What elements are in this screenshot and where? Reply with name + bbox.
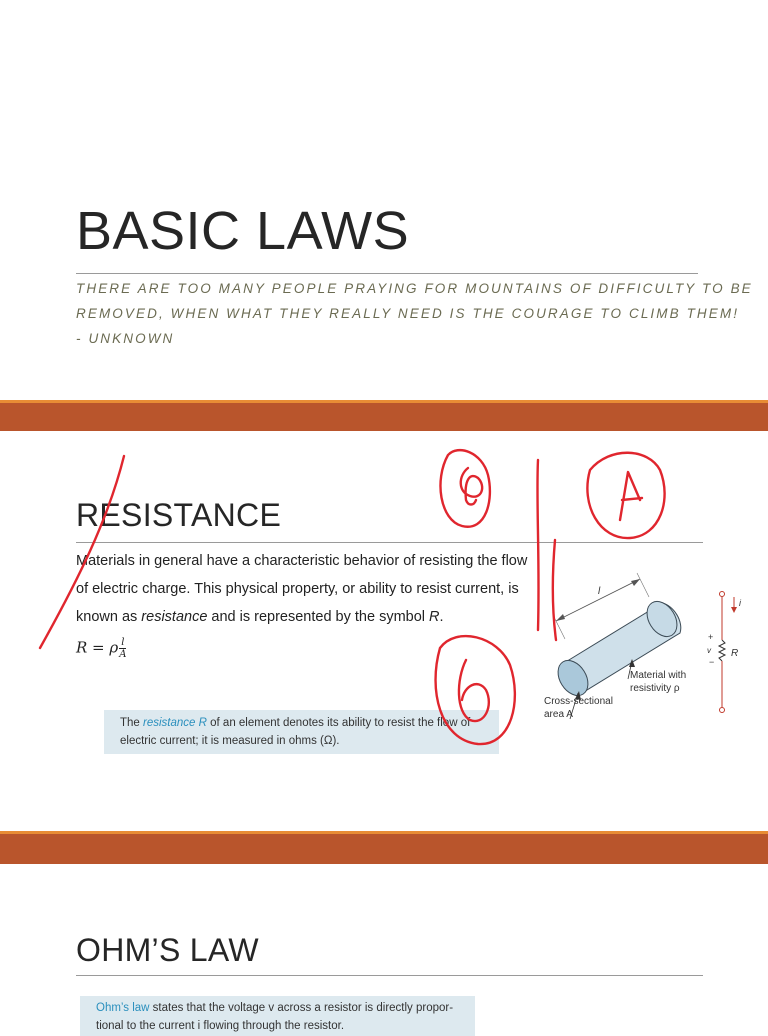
minus-label: − [709,657,715,667]
body-line: Materials in general have a characteristic behavior of resisting the flow [76,553,528,569]
quote-line: REMOVED, WHEN WHAT THEY REALLY NEED IS THE COURAGE TO CLIMB THEM! [76,306,740,321]
slide-body-text [76,547,546,631]
length-label: l [598,586,601,597]
voltage-label: v [707,646,711,655]
title-divider [76,273,698,274]
current-label: i [739,598,741,608]
separator-accent [0,400,768,403]
separator-accent [0,831,768,834]
definition-box [80,996,475,1036]
slide-separator [0,400,768,431]
resistor-circuit-symbol [700,589,750,719]
definition-line: The resistance R of an element denotes its ability to resist the flow of [120,717,471,729]
quote [76,276,753,351]
body-line: known as resistance and is represented by the symbol R. [76,609,444,625]
body-line: of electric charge. This physical property, or ability to resist current, is [76,581,519,597]
material-label: Material with resistivity ρ [630,670,687,694]
quote-author: - UNKNOWN [76,331,175,346]
resistor-label: R [731,648,739,659]
title-slide [0,0,768,400]
ohms-law-slide [0,864,768,1032]
definition-line: Ohm’s law states that the voltage v across a resistor is directly propor- [96,1002,454,1014]
title-divider [76,542,703,543]
definition-line: electric current; it is measured in ohms (Ω). [120,735,340,747]
slide-title: OHM’S LAW [76,932,259,968]
plus-label: + [708,632,714,642]
title-divider [76,975,703,976]
resistance-slide [0,431,768,831]
definition-box [104,710,499,754]
area-label: Cross-sectional area A [544,696,613,720]
definition-line: tional to the current i flowing through the resistor. [96,1020,345,1032]
resistance-formula: R = ρ $\frac{l}{A}$ [76,637,127,660]
slide-title: RESISTANCE [76,497,282,533]
quote-line: THERE ARE TOO MANY PEOPLE PRAYING FOR MOUNTAINS OF DIFFICULTY TO BE [76,281,753,296]
slide-title: BASIC LAWS [76,201,410,261]
slide-separator [0,831,768,864]
